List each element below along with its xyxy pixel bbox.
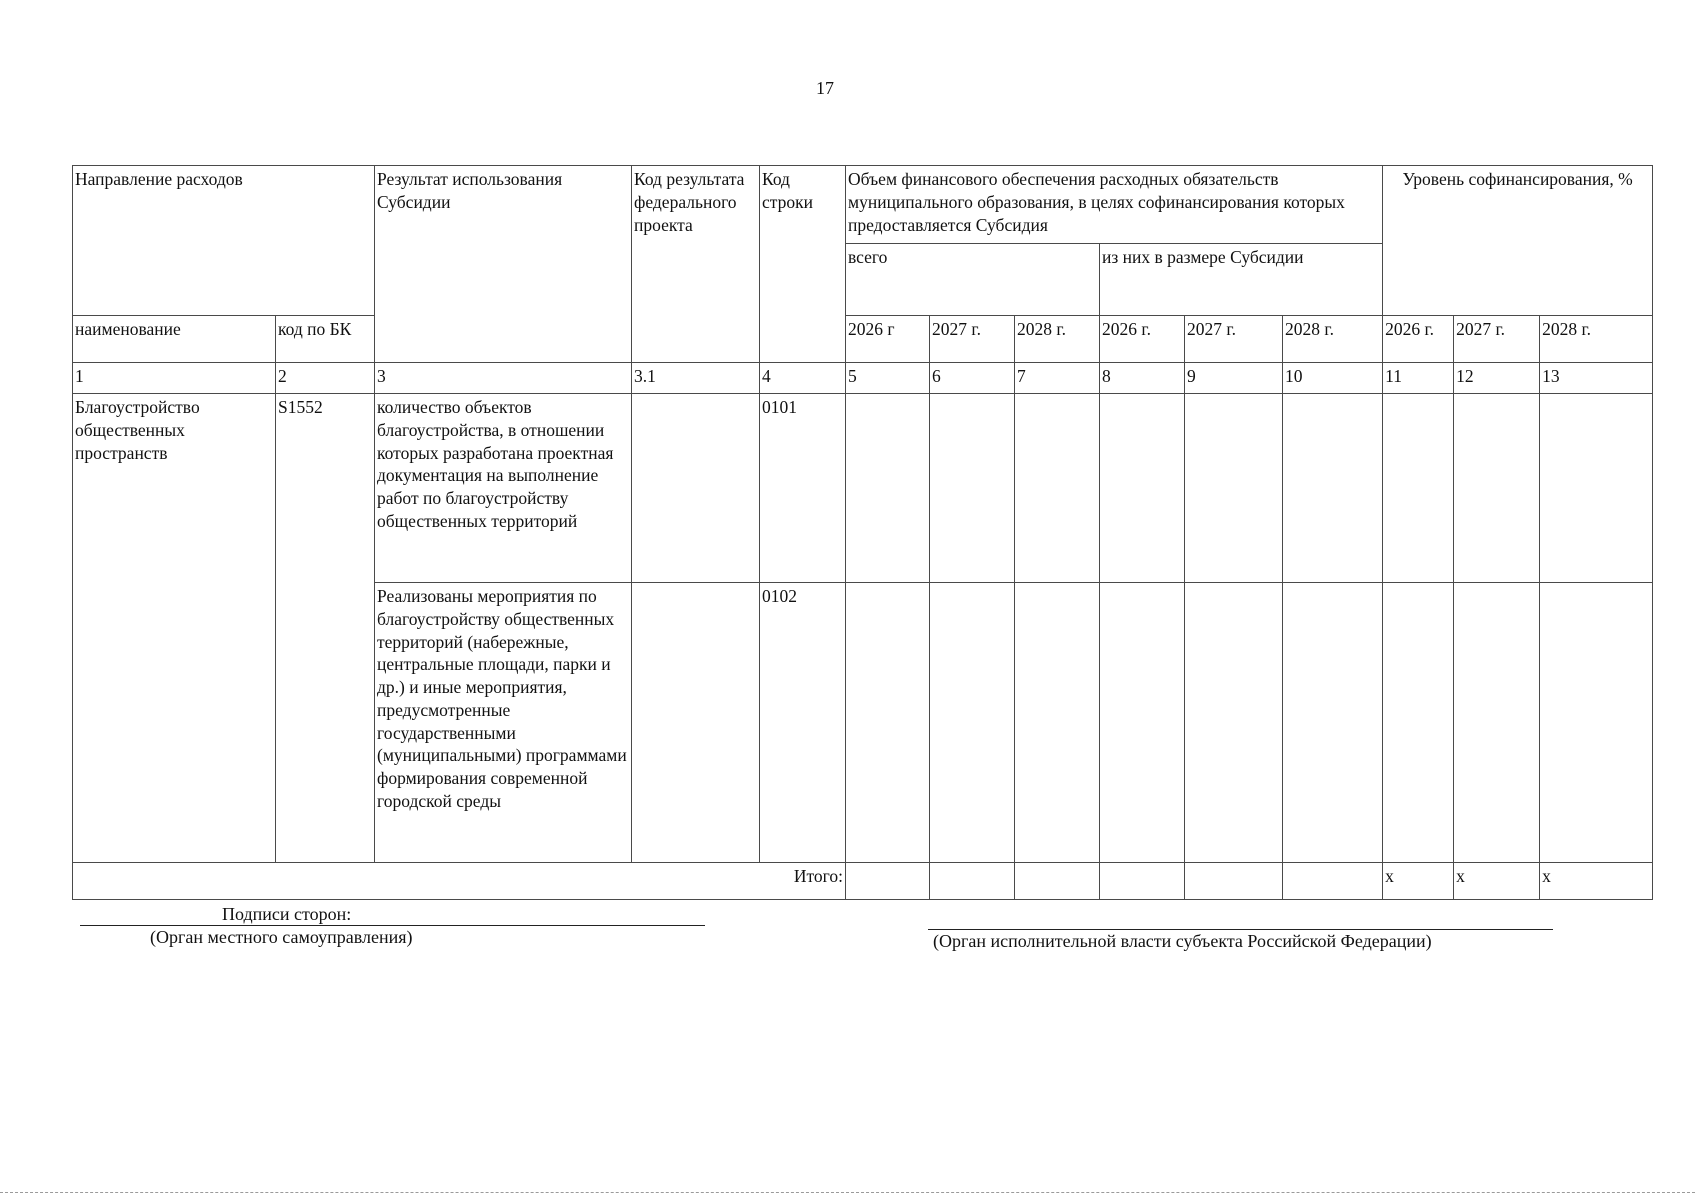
header-result-code: Код результата федерального проекта bbox=[632, 166, 760, 363]
empty-cell bbox=[632, 583, 760, 863]
table-row bbox=[73, 394, 1653, 583]
empty-cell bbox=[1454, 394, 1540, 583]
header-direction: Направление расходов bbox=[73, 166, 375, 316]
subsidy-table bbox=[72, 165, 1653, 900]
column-number: 3.1 bbox=[632, 363, 760, 394]
page-number: 17 bbox=[816, 78, 834, 98]
empty-cell bbox=[1015, 583, 1100, 863]
signature-caption-left: (Орган местного самоуправления) bbox=[150, 927, 413, 947]
signatures-title: Подписи сторон: bbox=[222, 904, 352, 924]
header-result: Результат использования Субсидии bbox=[375, 166, 632, 363]
year-subsidy-2027: 2027 г. bbox=[1185, 316, 1283, 363]
year-subsidy-2028: 2028 г. bbox=[1283, 316, 1383, 363]
empty-cell bbox=[1015, 394, 1100, 583]
column-number: 10 bbox=[1283, 363, 1383, 394]
year-level-2028: 2028 г. bbox=[1540, 316, 1653, 363]
signature-caption-right: (Орган исполнительной власти субъекта Российской Федерации) bbox=[933, 931, 1432, 951]
empty-cell bbox=[1100, 583, 1185, 863]
empty-cell bbox=[846, 863, 930, 900]
column-number: 2 bbox=[276, 363, 375, 394]
year-total-2026: 2026 г bbox=[846, 316, 930, 363]
row-result: Реализованы мероприятия по благоустройству общественных территорий (набережные, центральные площади, парки и др.) и иные мероприятия, предусмотренные государственными (муниципальными) программами формирования современной городской среды bbox=[375, 583, 632, 863]
empty-cell bbox=[632, 394, 760, 583]
total-level-mark: x bbox=[1540, 863, 1653, 900]
row-line-code: 0101 bbox=[760, 394, 846, 583]
scan-border-line bbox=[0, 1192, 1695, 1193]
year-total-2027: 2027 г. bbox=[930, 316, 1015, 363]
empty-cell bbox=[1454, 583, 1540, 863]
year-subsidy-2026: 2026 г. bbox=[1100, 316, 1185, 363]
header-row-code: Код строки bbox=[760, 166, 846, 363]
column-number: 11 bbox=[1383, 363, 1454, 394]
column-number: 3 bbox=[375, 363, 632, 394]
column-number: 4 bbox=[760, 363, 846, 394]
row-name: Благоустройство общественных пространств bbox=[73, 394, 276, 863]
empty-cell bbox=[1283, 863, 1383, 900]
row-line-code: 0102 bbox=[760, 583, 846, 863]
empty-cell bbox=[930, 394, 1015, 583]
column-number: 6 bbox=[930, 363, 1015, 394]
year-total-2028: 2028 г. bbox=[1015, 316, 1100, 363]
empty-cell bbox=[1185, 863, 1283, 900]
column-number: 5 bbox=[846, 363, 930, 394]
column-number: 8 bbox=[1100, 363, 1185, 394]
total-row bbox=[73, 863, 1653, 900]
header-level: Уровень софинансирования, % bbox=[1383, 166, 1653, 316]
header-code-bk: код по БК bbox=[276, 316, 375, 363]
signature-line-right bbox=[928, 929, 1553, 930]
total-label: Итого: bbox=[73, 863, 846, 900]
header-total: всего bbox=[846, 244, 1100, 316]
empty-cell bbox=[1185, 583, 1283, 863]
empty-cell bbox=[930, 863, 1015, 900]
header-name: наименование bbox=[73, 316, 276, 363]
row-result: количество объектов благоустройства, в отношении которых разработана проектная документация на выполнение работ по благоустройству общественных территорий bbox=[375, 394, 632, 583]
column-number: 9 bbox=[1185, 363, 1283, 394]
empty-cell bbox=[1383, 583, 1454, 863]
total-level-mark: x bbox=[1383, 863, 1454, 900]
empty-cell bbox=[846, 583, 930, 863]
total-level-mark: x bbox=[1454, 863, 1540, 900]
column-number: 13 bbox=[1540, 363, 1653, 394]
empty-cell bbox=[1283, 583, 1383, 863]
row-code-bk: S1552 bbox=[276, 394, 375, 863]
empty-cell bbox=[1100, 863, 1185, 900]
empty-cell bbox=[1540, 583, 1653, 863]
header-volume: Объем финансового обеспечения расходных обязательств муниципального образования, в целях софинансирования которых предоставляется Субсидия bbox=[846, 166, 1383, 244]
empty-cell bbox=[1540, 394, 1653, 583]
empty-cell bbox=[1185, 394, 1283, 583]
column-number: 12 bbox=[1454, 363, 1540, 394]
column-number: 1 bbox=[73, 363, 276, 394]
header-of-which: из них в размере Субсидии bbox=[1100, 244, 1383, 316]
empty-cell bbox=[1283, 394, 1383, 583]
empty-cell bbox=[930, 583, 1015, 863]
empty-cell bbox=[1100, 394, 1185, 583]
empty-cell bbox=[846, 394, 930, 583]
column-number: 7 bbox=[1015, 363, 1100, 394]
year-level-2026: 2026 г. bbox=[1383, 316, 1454, 363]
year-level-2027: 2027 г. bbox=[1454, 316, 1540, 363]
empty-cell bbox=[1383, 394, 1454, 583]
signature-line-left bbox=[80, 925, 705, 926]
empty-cell bbox=[1015, 863, 1100, 900]
